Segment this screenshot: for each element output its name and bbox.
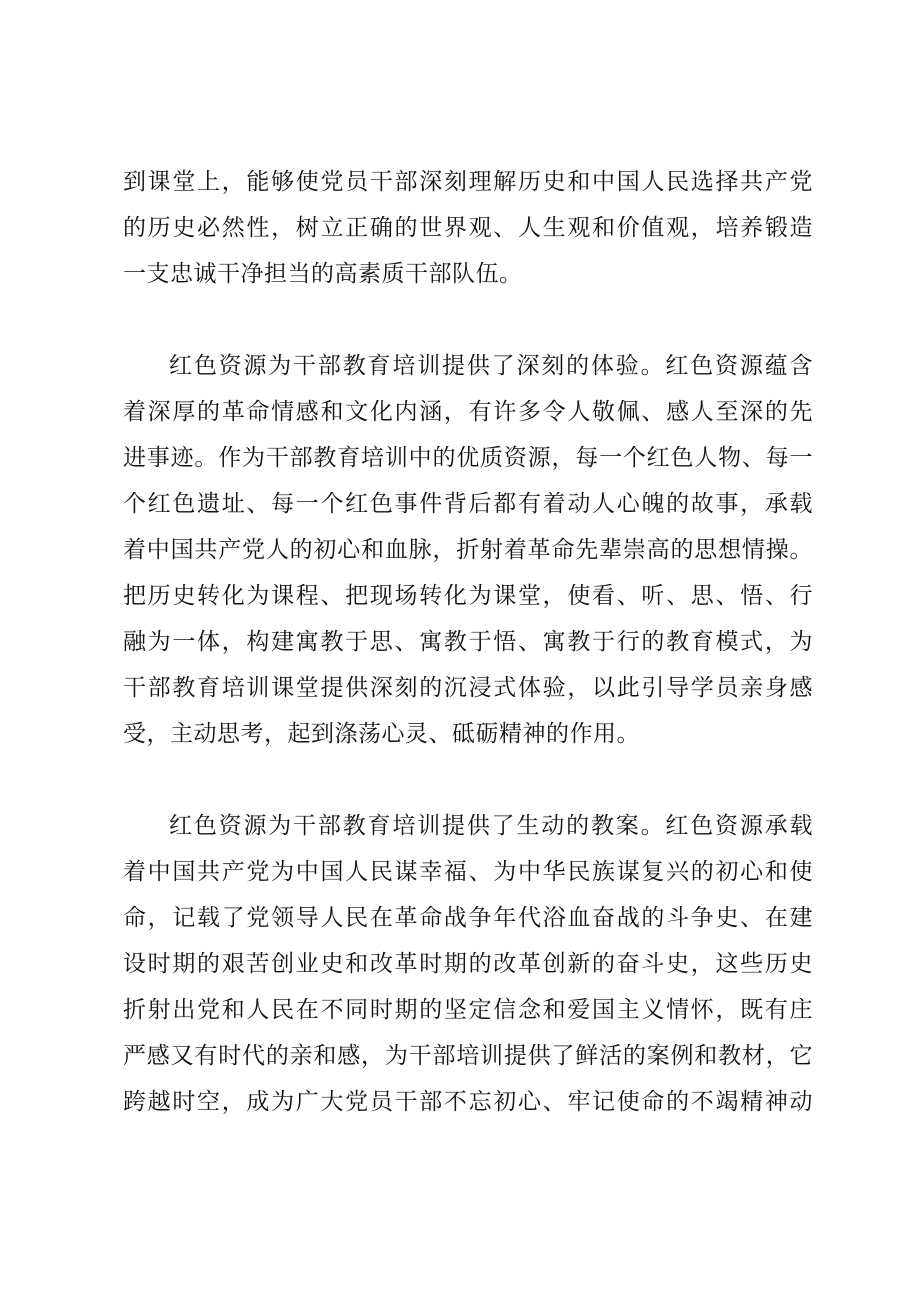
paragraph-2-line-6: 把历史转化为课程、把现场转化为课堂，使看、听、思、悟、行 [123, 583, 813, 609]
paragraph-2-line-8: 干部教育培训课堂提供深刻的沉浸式体验，以此引导学员亲身感 [123, 675, 813, 701]
paragraph-2-line-7: 融为一体，构建寓教于思、寓教于悟、寓教于行的教育模式，为 [123, 629, 813, 655]
paragraph-2-line-3: 进事迹。作为干部教育培训中的优质资源，每一个红色人物、每一 [123, 445, 813, 471]
paragraph-3-line-3: 命，记载了党领导人民在革命战争年代浴血奋战的斗争史、在建 [123, 905, 813, 931]
paragraph-3-line-4: 设时期的艰苦创业史和改革时期的改革创新的奋斗史，这些历史 [123, 951, 813, 977]
paragraph-1-line-1: 到课堂上，能够使党员干部深刻理解历史和中国人民选择共产党 [123, 169, 813, 195]
paragraph-2-line-9: 受，主动思考，起到涤荡心灵、砥砺精神的作用。 [123, 721, 640, 747]
paragraph-1-line-2: 的历史必然性，树立正确的世界观、人生观和价值观，培养锻造 [123, 215, 813, 241]
paragraph-3-line-7: 跨越时空，成为广大党员干部不忘初心、牢记使命的不竭精神动 [123, 1089, 813, 1115]
paragraph-2-line-2: 着深厚的革命情感和文化内涵，有许多令人敬佩、感人至深的先 [123, 399, 813, 425]
paragraph-1-line-3: 一支忠诚干净担当的高素质干部队伍。 [123, 261, 523, 287]
paragraph-2-line-1: 红色资源为干部教育培训提供了深刻的体验。红色资源蕴含 [169, 353, 813, 379]
paragraph-2-line-5: 着中国共产党人的初心和血脉，折射着革命先辈崇高的思想情操。 [123, 537, 813, 563]
paragraph-3-line-2: 着中国共产党为中国人民谋幸福、为中华民族谋复兴的初心和使 [123, 859, 813, 885]
paragraph-3-line-6: 严感又有时代的亲和感，为干部培训提供了鲜活的案例和教材，它 [123, 1043, 813, 1069]
paragraph-3-line-1: 红色资源为干部教育培训提供了生动的教案。红色资源承载 [169, 813, 813, 839]
paragraph-3-line-5: 折射出党和人民在不同时期的坚定信念和爱国主义情怀，既有庄 [123, 997, 813, 1023]
paragraph-2-line-4: 个红色遗址、每一个红色事件背后都有着动人心魄的故事，承载 [123, 491, 813, 517]
